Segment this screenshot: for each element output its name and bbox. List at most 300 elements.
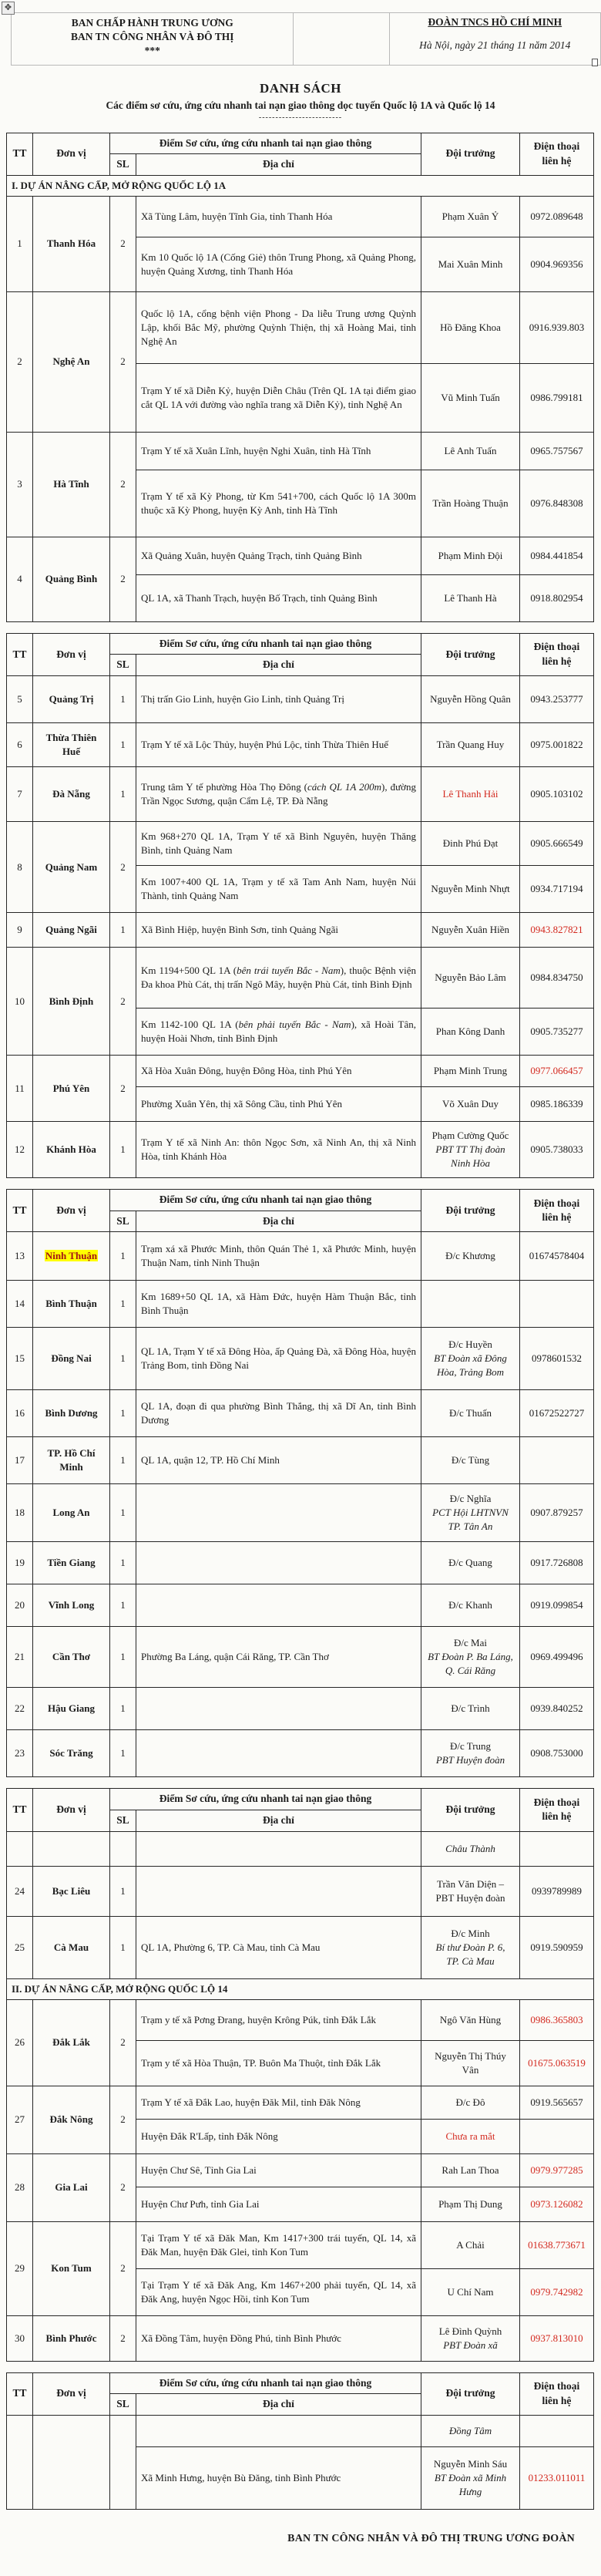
address-cell: Huyện Chư Pưh, tỉnh Gia Lai: [136, 2187, 421, 2221]
unit-cell: Hậu Giang: [33, 1688, 110, 1730]
highlighted-unit: Ninh Thuận: [45, 1250, 98, 1262]
leader-cell: Đ/c Huyền BT Đoàn xã Đông Hòa, Trảng Bom: [421, 1328, 520, 1390]
letterhead: [11, 12, 601, 66]
phone-cell: 0919.099854: [520, 1584, 594, 1627]
address-cell: [136, 1584, 421, 1627]
col-header-tt: TT: [7, 133, 33, 175]
address-cell: Trạm Y tế xã Diễn Kỷ, huyện Diễn Châu (Trên QL 1A tại điểm giao cắt QL 1A với đường vào nghĩa trang xã Diễn Kỷ), tỉnh Nghệ An: [136, 363, 421, 432]
tt-cell: 23: [7, 1730, 33, 1777]
tt-cell: 3: [7, 432, 33, 537]
table-row: [7, 1542, 594, 1584]
table-row: [7, 767, 594, 822]
leader-cell: Lê Thanh Hà: [421, 574, 520, 621]
leader-cell: Chưa ra mắt: [421, 2119, 520, 2153]
sl-cell: 2: [110, 537, 136, 621]
org-stars: ***: [144, 45, 160, 57]
table-row: [7, 1627, 594, 1688]
address-cell: Trạm y tế xã Hòa Thuận, TP. Buôn Ma Thuột, tỉnh Đắk Lắk: [136, 2040, 421, 2086]
leader-cell: Vũ Minh Tuấn: [421, 363, 520, 432]
leader-cell: Trần Hoàng Thuận: [421, 470, 520, 537]
org-line1: BAN CHẤP HÀNH TRUNG ƯƠNG: [71, 17, 233, 29]
tt-cell: 8: [7, 822, 33, 913]
org-line2: BAN TN CÔNG NHÂN VÀ ĐÔ THỊ: [70, 31, 234, 43]
phone-cell: [520, 2119, 594, 2153]
address-cell: Trạm Y tế xã Đắk Lao, huyện Đăk Mil, tỉnh Đăk Nông: [136, 2086, 421, 2119]
address-cell: Trạm y tế xã Pơng Đrang, huyện Krông Púk, tỉnh Đắk Lắk: [136, 1999, 421, 2040]
date-line: Hà Nội, ngày 21 tháng 11 năm 2014: [419, 39, 571, 51]
unit-cell: TP. Hồ Chí Minh: [33, 1437, 110, 1484]
col-header-sl: SL: [110, 154, 136, 176]
unit-cell: Cà Mau: [33, 1916, 110, 1978]
leader-cell: Lê Anh Tuấn: [421, 432, 520, 470]
leader-cell: Nguyễn Bảo Lâm: [421, 948, 520, 1009]
table-row: [7, 1232, 594, 1281]
tt-cell: 11: [7, 1056, 33, 1122]
sl-cell: 2: [110, 2221, 136, 2315]
phone-cell: [520, 2415, 594, 2446]
col-header-unit: Đơn vị: [33, 1789, 110, 1831]
unit-cell: Hà Tĩnh: [33, 432, 110, 537]
sl-cell: 1: [110, 1916, 136, 1978]
sl-cell: 1: [110, 767, 136, 822]
sl-cell: 2: [110, 2315, 136, 2361]
address-cell: [136, 1831, 421, 1866]
table-move-handle-icon[interactable]: ✥: [2, 2, 15, 15]
leader-cell: Nguyễn Hồng Quân: [421, 676, 520, 723]
sl-cell: 1: [110, 1122, 136, 1178]
phone-cell: 0918.802954: [520, 574, 594, 621]
phone-cell: 0984.441854: [520, 537, 594, 574]
table-row: [7, 1916, 594, 1978]
col-header-leader: Đội trưởng: [421, 133, 520, 175]
table-row: [7, 1484, 594, 1542]
tt-cell: 27: [7, 2086, 33, 2153]
col-header-tt: TT: [7, 1789, 33, 1831]
unit-cell: Sóc Trăng: [33, 1730, 110, 1777]
phone-cell: 0919.565657: [520, 2086, 594, 2119]
phone-cell: 0975.001822: [520, 723, 594, 767]
tt-cell: 1: [7, 196, 33, 291]
col-header-sl: SL: [110, 1810, 136, 1831]
tt-cell: 9: [7, 913, 33, 948]
tt-cell: [7, 2415, 33, 2509]
table-row: [7, 1584, 594, 1627]
phone-cell: 0908.753000: [520, 1730, 594, 1777]
table-row: [7, 1390, 594, 1437]
col-header-address: Địa chỉ: [136, 655, 421, 676]
leader-cell: Đ/c Minh Bí thư Đoàn P. 6, TP. Cà Mau: [421, 1916, 520, 1978]
phone-cell: [520, 1437, 594, 1484]
address-cell: [136, 1542, 421, 1584]
tt-cell: 28: [7, 2153, 33, 2221]
address-cell: Trạm Y tế xã Xuân Lĩnh, huyện Nghi Xuân, tỉnh Hà Tĩnh: [136, 432, 421, 470]
unit-cell: Thanh Hóa: [33, 196, 110, 291]
leader-cell: Ngô Văn Hùng: [421, 1999, 520, 2040]
col-header-phone: Điện thoại liên hệ: [520, 1789, 594, 1831]
table-row: [7, 432, 594, 470]
unit-cell: Đắk Nông: [33, 2086, 110, 2153]
phone-cell: [520, 1281, 594, 1328]
table-row: [7, 2415, 594, 2446]
sl-cell: [110, 1831, 136, 1866]
address-cell: Tại Trạm Y tế xã Đăk Man, Km 1417+300 trái tuyến, QL 14, xã Đăk Man, huyện Đăk Glei, tỉnh Kon Tum: [136, 2221, 421, 2268]
unit-cell: [33, 1232, 110, 1281]
sl-cell: 1: [110, 1328, 136, 1390]
table-row: [7, 1999, 594, 2040]
table-segment: [6, 1189, 594, 1777]
leader-cell: Lê Đình Quỳnh PBT Đoàn xã: [421, 2315, 520, 2361]
col-header-tt: TT: [7, 2372, 33, 2415]
col-header-sl: SL: [110, 1211, 136, 1232]
section-heading: II. DỰ ÁN NÂNG CẤP, MỞ RỘNG QUỐC LỘ 14: [7, 1978, 594, 1999]
address-cell: QL 1A, Phường 6, TP. Cà Mau, tỉnh Cà Mau: [136, 1916, 421, 1978]
leader-cell: U Chí Nam: [421, 2268, 520, 2315]
phone-cell: 0986.365803: [520, 1999, 594, 2040]
phone-cell: 0916.939.803: [520, 291, 594, 363]
unit-cell: Cần Thơ: [33, 1627, 110, 1688]
tt-cell: 19: [7, 1542, 33, 1584]
address-cell: Xã Hòa Xuân Đông, huyện Đông Hòa, tỉnh Phú Yên: [136, 1056, 421, 1087]
leader-cell: Mai Xuân Minh: [421, 237, 520, 291]
unit-cell: Quảng Ngãi: [33, 913, 110, 948]
address-cell: Xã Minh Hưng, huyện Bù Đăng, tỉnh Bình Phước: [136, 2446, 421, 2509]
document-subtitle: Các điểm sơ cứu, ứng cứu nhanh tai nạn giao thông dọc tuyến Quốc lộ 1A và Quốc lộ 14: [106, 99, 495, 111]
address-cell: [136, 2415, 421, 2446]
col-header-phone: Điện thoại liên hệ: [520, 2372, 594, 2415]
address-cell: Km 10 Quốc lộ 1A (Cống Giẻ) thôn Trung Phong, xã Quảng Phong, huyện Quảng Xương, tỉnh Thanh Hóa: [136, 237, 421, 291]
sl-cell: 1: [110, 676, 136, 723]
unit-cell: Đắk Lắk: [33, 1999, 110, 2086]
address-cell: Xã Bình Hiệp, huyện Bình Sơn, tỉnh Quảng Ngãi: [136, 913, 421, 948]
address-cell: Trạm xá xã Phước Minh, thôn Quán Thẻ 1, xã Phước Minh, huyện Thuận Nam, tỉnh Ninh Thuận: [136, 1232, 421, 1281]
col-header-point-group: Điểm Sơ cứu, ứng cứu nhanh tai nạn giao thông: [110, 1190, 421, 1211]
leader-cell: Trần Quang Huy: [421, 723, 520, 767]
sl-cell: 2: [110, 291, 136, 432]
sl-cell: 1: [110, 1390, 136, 1437]
col-header-phone: Điện thoại liên hệ: [520, 633, 594, 675]
phone-cell: 01638.773671: [520, 2221, 594, 2268]
leader-cell: Đồng Tâm: [421, 2415, 520, 2446]
address-cell: Km 1194+500 QL 1A (bên trái tuyến Bắc - Nam), thuộc Bệnh viện Đa khoa Phù Cát, thị trấn Ngô Mây, huyện Phù Cát, tỉnh Bình Định: [136, 948, 421, 1009]
leader-cell: Võ Xuân Duy: [421, 1087, 520, 1122]
unit-cell: Vĩnh Long: [33, 1584, 110, 1627]
phone-cell: 0979.742982: [520, 2268, 594, 2315]
col-header-unit: Đơn vị: [33, 2372, 110, 2415]
leader-cell: Trần Văn Diện – PBT Huyện đoàn: [421, 1866, 520, 1916]
table-row: [7, 1281, 594, 1328]
col-header-leader: Đội trưởng: [421, 2372, 520, 2415]
tt-cell: 5: [7, 676, 33, 723]
address-cell: Trạm Y tế xã Ninh An: thôn Ngọc Sơn, xã Ninh An, thị xã Ninh Hòa, tỉnh Khánh Hòa: [136, 1122, 421, 1178]
address-cell: Km 1142-100 QL 1A (bên phải tuyến Bắc - Nam), xã Hoài Tân, huyện Hoài Nhơn, tỉnh Bình Định: [136, 1009, 421, 1056]
leader-cell: Phạm Thị Dung: [421, 2187, 520, 2221]
sl-cell: 1: [110, 1232, 136, 1281]
leader-cell: Hồ Đăng Khoa: [421, 291, 520, 363]
address-cell: [136, 1484, 421, 1542]
phone-cell: 0986.799181: [520, 363, 594, 432]
unit-cell: Bạc Liêu: [33, 1866, 110, 1916]
table-row: [7, 291, 594, 363]
tt-cell: 24: [7, 1866, 33, 1916]
unit-cell: [33, 2415, 110, 2509]
unit-cell: [33, 1831, 110, 1866]
address-cell: Km 968+270 QL 1A, Trạm Y tế xã Bình Nguyên, huyện Thăng Bình, tỉnh Quảng Nam: [136, 822, 421, 866]
leader-cell: Đinh Phú Đạt: [421, 822, 520, 866]
sl-cell: 1: [110, 1437, 136, 1484]
address-cell: QL 1A, đoạn đi qua phường Bình Thắng, thị xã Dĩ An, tỉnh Bình Dương: [136, 1390, 421, 1437]
leader-cell: Đ/c Thuấn: [421, 1390, 520, 1437]
sl-cell: [110, 2415, 136, 2509]
unit-cell: Bình Thuận: [33, 1281, 110, 1328]
leader-cell: Phạm Cường Quốc PBT TT Thị đoàn Ninh Hòa: [421, 1122, 520, 1178]
unit-cell: Nghệ An: [33, 291, 110, 432]
phone-cell: 01672522727: [520, 1390, 594, 1437]
col-header-address: Địa chỉ: [136, 2394, 421, 2416]
section-heading: I. DỰ ÁN NÂNG CẤP, MỞ RỘNG QUỐC LỘ 1A: [7, 175, 594, 196]
unit-cell: Gia Lai: [33, 2153, 110, 2221]
col-header-leader: Đội trưởng: [421, 1789, 520, 1831]
leader-cell: Phạm Minh Trung: [421, 1056, 520, 1087]
sl-cell: 1: [110, 1281, 136, 1328]
col-header-unit: Đơn vị: [33, 633, 110, 675]
phone-cell: 0985.186339: [520, 1087, 594, 1122]
table-row: [7, 1831, 594, 1866]
phone-cell: 0917.726808: [520, 1542, 594, 1584]
address-cell: Thị trấn Gio Linh, huyện Gio Linh, tỉnh Quảng Trị: [136, 676, 421, 723]
leader-cell: Nguyễn Minh Nhựt: [421, 866, 520, 913]
phone-cell: 0934.717194: [520, 866, 594, 913]
unit-cell: Bình Định: [33, 948, 110, 1056]
unit-cell: Phú Yên: [33, 1056, 110, 1122]
address-cell: Trạm Y tế xã Kỳ Phong, từ Km 541+700, cách Quốc lộ 1A 300m thuộc xã Kỳ Phong, huyện Kỳ Anh, tỉnh Hà Tĩnh: [136, 470, 421, 537]
table-row: [7, 196, 594, 237]
phone-cell: 01674578404: [520, 1232, 594, 1281]
leader-cell: [421, 1281, 520, 1328]
unit-cell: Kon Tum: [33, 2221, 110, 2315]
col-header-tt: TT: [7, 633, 33, 675]
sl-cell: 2: [110, 948, 136, 1056]
address-cell: Phường Xuân Yên, thị xã Sông Cầu, tỉnh Phú Yên: [136, 1087, 421, 1122]
tt-cell: 4: [7, 537, 33, 621]
leader-cell: Phạm Xuân Ỷ: [421, 196, 520, 237]
table-row: [7, 822, 594, 866]
letterhead-spacer: [294, 13, 389, 66]
table-segment: [6, 133, 594, 622]
tt-cell: 30: [7, 2315, 33, 2361]
sl-cell: 2: [110, 2153, 136, 2221]
tt-cell: 18: [7, 1484, 33, 1542]
sl-cell: 2: [110, 2086, 136, 2153]
col-header-sl: SL: [110, 2394, 136, 2416]
unit-cell: Bình Phước: [33, 2315, 110, 2361]
col-header-unit: Đơn vị: [33, 1190, 110, 1232]
unit-cell: Quảng Trị: [33, 676, 110, 723]
address-cell: QL 1A, quận 12, TP. Hồ Chí Minh: [136, 1437, 421, 1484]
tt-cell: 6: [7, 723, 33, 767]
leader-cell: Nguyễn Xuân Hiền: [421, 913, 520, 948]
table-row: [7, 537, 594, 574]
tt-cell: 7: [7, 767, 33, 822]
table-row: [7, 948, 594, 1009]
phone-cell: 0907.879257: [520, 1484, 594, 1542]
col-header-point-group: Điểm Sơ cứu, ứng cứu nhanh tai nạn giao thông: [110, 633, 421, 655]
phone-cell: 01233.011011: [520, 2446, 594, 2509]
table-row: [7, 2221, 594, 2268]
unit-cell: Đồng Nai: [33, 1328, 110, 1390]
phone-cell: 0978601532: [520, 1328, 594, 1390]
phone-cell: 0984.834750: [520, 948, 594, 1009]
phone-cell: 0969.499496: [520, 1627, 594, 1688]
leader-cell: Đ/c Khanh: [421, 1584, 520, 1627]
address-cell: Km 1007+400 QL 1A, Trạm y tế xã Tam Anh Nam, huyện Núi Thành, tỉnh Quảng Nam: [136, 866, 421, 913]
tt-cell: 12: [7, 1122, 33, 1178]
address-cell: Km 1689+50 QL 1A, xã Hàm Đức, huyện Hàm Thuận Bắc, tỉnh Bình Thuận: [136, 1281, 421, 1328]
issuing-org: [12, 13, 294, 66]
unit-cell: Đà Nẵng: [33, 767, 110, 822]
address-cell: [136, 1866, 421, 1916]
document-title: DANH SÁCH: [259, 80, 342, 96]
leader-cell: Rah Lan Thoa: [421, 2153, 520, 2187]
paragraph-anchor-icon: [592, 59, 598, 66]
sl-cell: 1: [110, 1542, 136, 1584]
col-header-unit: Đơn vị: [33, 133, 110, 175]
table-row: [7, 913, 594, 948]
phone-cell: 0939789989: [520, 1866, 594, 1916]
phone-cell: 01675.063519: [520, 2040, 594, 2086]
table-row: [7, 723, 594, 767]
unit-cell: Thừa Thiên Huế: [33, 723, 110, 767]
col-header-address: Địa chỉ: [136, 154, 421, 176]
phone-cell: 0976.848308: [520, 470, 594, 537]
unit-cell: Khánh Hòa: [33, 1122, 110, 1178]
address-cell: Trạm Y tế xã Lộc Thủy, huyện Phú Lộc, tỉnh Thừa Thiên Huế: [136, 723, 421, 767]
phone-cell: 0973.126082: [520, 2187, 594, 2221]
leader-cell: Đ/c Khương: [421, 1232, 520, 1281]
address-cell: QL 1A, xã Thanh Trạch, huyện Bố Trạch, tỉnh Quảng Bình: [136, 574, 421, 621]
table-row: [7, 1328, 594, 1390]
leader-cell: Đ/c Nghĩa PCT Hội LHTNVN TP. Tân An: [421, 1484, 520, 1542]
sl-cell: 2: [110, 1056, 136, 1122]
phone-cell: 0979.977285: [520, 2153, 594, 2187]
phone-cell: 0972.089648: [520, 196, 594, 237]
table-segment: [6, 2372, 594, 2510]
phone-cell: 0965.757567: [520, 432, 594, 470]
sl-cell: 1: [110, 1627, 136, 1688]
sl-cell: 2: [110, 822, 136, 913]
sl-cell: 1: [110, 913, 136, 948]
phone-cell: 0937.813010: [520, 2315, 594, 2361]
col-header-point-group: Điểm Sơ cứu, ứng cứu nhanh tai nạn giao thông: [110, 2372, 421, 2394]
table-row: [7, 1688, 594, 1730]
tt-cell: 17: [7, 1437, 33, 1484]
unit-cell: Long An: [33, 1484, 110, 1542]
col-header-address: Địa chỉ: [136, 1211, 421, 1232]
tt-cell: 14: [7, 1281, 33, 1328]
tt-cell: [7, 1831, 33, 1866]
table-row: [7, 2315, 594, 2361]
address-cell: Huyện Đắk R'Lấp, tỉnh Đắk Nông: [136, 2119, 421, 2153]
tt-cell: 22: [7, 1688, 33, 1730]
sl-cell: 2: [110, 432, 136, 537]
sl-cell: 1: [110, 1866, 136, 1916]
sl-cell: 1: [110, 723, 136, 767]
signature-block: BAN TN CÔNG NHÂN VÀ ĐÔ THỊ TRUNG ƯƠNG ĐOÀN: [287, 2532, 575, 2544]
col-header-leader: Đội trưởng: [421, 1190, 520, 1232]
address-cell: Xã Đồng Tâm, huyện Đồng Phú, tỉnh Bình Phước: [136, 2315, 421, 2361]
leader-cell: Phan Kông Danh: [421, 1009, 520, 1056]
station-table: [0, 133, 601, 2510]
table-segment: [6, 633, 594, 1178]
unit-cell: Quảng Bình: [33, 537, 110, 621]
col-header-sl: SL: [110, 655, 136, 676]
col-header-point-group: Điểm Sơ cứu, ứng cứu nhanh tai nạn giao thông: [110, 133, 421, 154]
address-cell: Tại Trạm Y tế xã Đăk Ang, Km 1467+200 phải tuyến, QL 14, xã Đăk Ang, huyện Ngọc Hồi, tỉnh Kon Tum: [136, 2268, 421, 2315]
sl-cell: 1: [110, 1688, 136, 1730]
tt-cell: 15: [7, 1328, 33, 1390]
address-cell: Xã Tùng Lâm, huyện Tĩnh Gia, tỉnh Thanh Hóa: [136, 196, 421, 237]
phone-cell: 0905.666549: [520, 822, 594, 866]
phone-cell: 0905.735277: [520, 1009, 594, 1056]
leader-cell: Nguyễn Minh Sáu BT Đoàn xã Minh Hưng: [421, 2446, 520, 2509]
leader-cell: Lê Thanh Hải: [421, 767, 520, 822]
leader-cell: Đ/c Trung PBT Huyện đoàn: [421, 1730, 520, 1777]
table-row: [7, 1122, 594, 1178]
union-name: ĐOÀN TNCS HỒ CHÍ MINH: [428, 16, 562, 28]
address-cell: [136, 1730, 421, 1777]
phone-cell: 0905.738033: [520, 1122, 594, 1178]
leader-cell: Đ/c Mai BT Đoàn P. Ba Láng, Q. Cái Răng: [421, 1627, 520, 1688]
sl-cell: 1: [110, 1484, 136, 1542]
leader-cell: Nguyễn Thị Thúy Vân: [421, 2040, 520, 2086]
tt-cell: 25: [7, 1916, 33, 1978]
tt-cell: 13: [7, 1232, 33, 1281]
col-header-address: Địa chỉ: [136, 1810, 421, 1831]
table-row: [7, 1056, 594, 1087]
phone-cell: 0977.066457: [520, 1056, 594, 1087]
tt-cell: 2: [7, 291, 33, 432]
phone-cell: [520, 1831, 594, 1866]
tt-cell: 20: [7, 1584, 33, 1627]
table-row: [7, 1866, 594, 1916]
tt-cell: 26: [7, 1999, 33, 2086]
address-cell: Trung tâm Y tế phường Hòa Thọ Đông (cách QL 1A 200m), đường Trần Ngọc Sương, quận Cẩm Lệ, TP. Đà Nẵng: [136, 767, 421, 822]
table-row: [7, 676, 594, 723]
phone-cell: 0939.840252: [520, 1688, 594, 1730]
unit-cell: Quảng Nam: [33, 822, 110, 913]
sl-cell: 2: [110, 196, 136, 291]
address-cell: Huyện Chư Sê, Tỉnh Gia Lai: [136, 2153, 421, 2187]
tt-cell: 10: [7, 948, 33, 1056]
leader-cell: Phạm Minh Đội: [421, 537, 520, 574]
leader-cell: A Chải: [421, 2221, 520, 2268]
phone-cell: 0943.253777: [520, 676, 594, 723]
col-header-tt: TT: [7, 1190, 33, 1232]
sl-cell: 1: [110, 1730, 136, 1777]
leader-cell: Đ/c Tùng: [421, 1437, 520, 1484]
col-header-point-group: Điểm Sơ cứu, ứng cứu nhanh tai nạn giao thông: [110, 1789, 421, 1810]
phone-cell: 0905.103102: [520, 767, 594, 822]
sl-cell: 1: [110, 1584, 136, 1627]
address-cell: [136, 1688, 421, 1730]
col-header-phone: Điện thoại liên hệ: [520, 133, 594, 175]
address-cell: Quốc lộ 1A, cổng bệnh viện Phong - Da liễu Trung ương Quỳnh Lập, khối Bắc Mỹ, phường Quỳnh Thiện, thị xã Hoàng Mai, tỉnh Nghệ An: [136, 291, 421, 363]
leader-cell: Châu Thành: [421, 1831, 520, 1866]
leader-cell: Đ/c Quang: [421, 1542, 520, 1584]
title-divider: -------------------------: [258, 113, 343, 122]
table-row: [7, 1730, 594, 1777]
col-header-leader: Đội trưởng: [421, 633, 520, 675]
tt-cell: 29: [7, 2221, 33, 2315]
